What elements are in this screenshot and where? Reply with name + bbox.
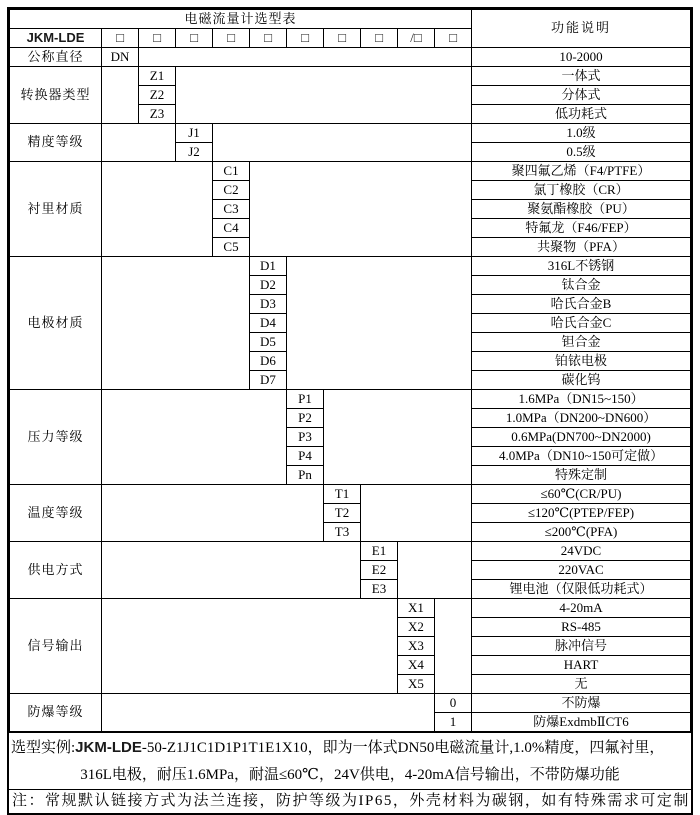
stair-filler-left (102, 67, 139, 124)
group-label: 压力等级 (10, 390, 102, 485)
stair-filler-right (139, 48, 472, 67)
table-title: 电磁流量计选型表 (10, 10, 472, 29)
code-cell: D2 (250, 276, 287, 295)
function-desc-cell: 一体式 (472, 67, 691, 86)
code-cell: D3 (250, 295, 287, 314)
selection-grid (9, 9, 691, 732)
code-cell: P1 (287, 390, 324, 409)
function-desc-cell: 哈氏合金C (472, 314, 691, 333)
code-cell: D1 (250, 257, 287, 276)
stair-filler-right (176, 67, 472, 124)
code-cell: C3 (213, 200, 250, 219)
code-cell: P2 (287, 409, 324, 428)
code-cell: DN (102, 48, 139, 67)
model-checkbox: /□ (398, 29, 435, 48)
function-desc-cell: 聚氨酯橡胶（PU） (472, 200, 691, 219)
group-label: 电极材质 (10, 257, 102, 390)
function-desc-cell: 共聚物（PFA） (472, 238, 691, 257)
function-desc-cell: 220VAC (472, 561, 691, 580)
code-cell: P4 (287, 447, 324, 466)
code-cell: Pn (287, 466, 324, 485)
function-desc-cell: 316L不锈钢 (472, 257, 691, 276)
spec-row (10, 485, 691, 504)
function-desc-cell: 氯丁橡胶（CR） (472, 181, 691, 200)
spec-row (10, 124, 691, 143)
stair-filler-left (102, 542, 361, 599)
spec-row (10, 48, 691, 67)
code-cell: D5 (250, 333, 287, 352)
group-label: 防爆等级 (10, 694, 102, 732)
code-cell: E3 (361, 580, 398, 599)
code-cell: D7 (250, 371, 287, 390)
function-desc-cell: 1.0MPa（DN200~DN600） (472, 409, 691, 428)
function-desc-cell: 锂电池（仅限低功耗式） (472, 580, 691, 599)
code-cell: C2 (213, 181, 250, 200)
selection-sheet (7, 7, 693, 815)
group-label: 衬里材质 (10, 162, 102, 257)
example-line2: 316L电极，耐压1.6MPa，耐温≤60℃，24V供电，4-20mA信号输出，不带防爆功能 (80, 767, 620, 783)
stair-filler-left (102, 390, 287, 485)
code-cell: Z1 (139, 67, 176, 86)
code-cell: 0 (435, 694, 472, 713)
model-checkbox: □ (102, 29, 139, 48)
function-desc-cell: 4-20mA (472, 599, 691, 618)
header-row (10, 10, 691, 29)
function-desc-cell: 24VDC (472, 542, 691, 561)
example-block (9, 732, 691, 789)
model-checkbox: □ (435, 29, 472, 48)
stair-filler-left (102, 124, 176, 162)
function-desc-cell: 碳化钨 (472, 371, 691, 390)
code-cell: X2 (398, 618, 435, 637)
stair-filler-right (213, 124, 472, 162)
spec-row (10, 67, 691, 86)
code-cell: P3 (287, 428, 324, 447)
example-line1 (11, 734, 689, 762)
function-desc-cell: RS-485 (472, 618, 691, 637)
function-desc-cell: 钽合金 (472, 333, 691, 352)
function-desc-cell: 0.6MPa(DN700~DN2000) (472, 428, 691, 447)
example-label: 选型实例: (11, 740, 76, 756)
stair-filler-right (250, 162, 472, 257)
code-cell: Z2 (139, 86, 176, 105)
function-desc-cell: 不防爆 (472, 694, 691, 713)
function-column-header: 功能说明 (472, 10, 691, 48)
stair-filler-right (435, 599, 472, 694)
code-cell: C5 (213, 238, 250, 257)
function-desc-cell: 哈氏合金B (472, 295, 691, 314)
function-desc-cell: ≤60℃(CR/PU) (472, 485, 691, 504)
spec-row (10, 390, 691, 409)
spec-row (10, 694, 691, 713)
model-checkbox: □ (250, 29, 287, 48)
stair-filler-left (102, 694, 435, 732)
code-cell: J1 (176, 124, 213, 143)
spec-row (10, 599, 691, 618)
function-desc-cell: ≤120℃(PTEP/FEP) (472, 504, 691, 523)
stair-filler-left (102, 599, 398, 694)
function-desc-cell: 特殊定制 (472, 466, 691, 485)
stair-filler-left (102, 162, 213, 257)
group-label: 公称直径 (10, 48, 102, 67)
function-desc-cell: 铂铱电极 (472, 352, 691, 371)
code-cell: E2 (361, 561, 398, 580)
group-label: 供电方式 (10, 542, 102, 599)
function-desc-cell: 4.0MPa（DN10~150可定做） (472, 447, 691, 466)
stair-filler-left (102, 257, 250, 390)
code-cell: 1 (435, 713, 472, 732)
function-desc-cell: 特氟龙（F46/FEP） (472, 219, 691, 238)
function-desc-cell: 分体式 (472, 86, 691, 105)
function-desc-cell: 脉冲信号 (472, 637, 691, 656)
spec-row (10, 542, 691, 561)
code-cell: J2 (176, 143, 213, 162)
function-desc-cell: 1.0级 (472, 124, 691, 143)
code-cell: C1 (213, 162, 250, 181)
model-checkbox: □ (213, 29, 250, 48)
code-cell: T1 (324, 485, 361, 504)
code-cell: X5 (398, 675, 435, 694)
group-label: 转换器类型 (10, 67, 102, 124)
stair-filler-right (324, 390, 472, 485)
spec-row (10, 162, 691, 181)
group-label: 温度等级 (10, 485, 102, 542)
code-cell: D4 (250, 314, 287, 333)
function-desc-cell: 10-2000 (472, 48, 691, 67)
model-checkbox: □ (287, 29, 324, 48)
example-line1-rest: -50-Z1J1C1D1P1T1E1X10，即为一体式DN50电磁流量计,1.0%精度，四氟衬里， (141, 740, 665, 756)
code-cell: T3 (324, 523, 361, 542)
code-cell: E1 (361, 542, 398, 561)
group-label: 信号输出 (10, 599, 102, 694)
example-model: JKM-LDE (75, 739, 142, 756)
function-desc-cell: 聚四氟乙烯（F4/PTFE） (472, 162, 691, 181)
model-checkbox: □ (176, 29, 213, 48)
code-cell: D6 (250, 352, 287, 371)
stair-filler-right (398, 542, 472, 599)
spec-row (10, 257, 691, 276)
code-cell: X4 (398, 656, 435, 675)
model-checkbox: □ (139, 29, 176, 48)
function-desc-cell: ≤200℃(PFA) (472, 523, 691, 542)
stair-filler-right (287, 257, 472, 390)
stair-filler-right (361, 485, 472, 542)
function-desc-cell: 钛合金 (472, 276, 691, 295)
group-label: 精度等级 (10, 124, 102, 162)
footnote: 注：常规默认链接方式为法兰连接，防护等级为IP65，外壳材料为碳钢，如有特殊需求可定制 (9, 789, 691, 813)
stair-filler-left (102, 485, 324, 542)
function-desc-cell: 低功耗式 (472, 105, 691, 124)
model-checkbox: □ (361, 29, 398, 48)
code-cell: T2 (324, 504, 361, 523)
function-desc-cell: 无 (472, 675, 691, 694)
code-cell: C4 (213, 219, 250, 238)
model-checkbox: □ (324, 29, 361, 48)
code-cell: Z3 (139, 105, 176, 124)
code-cell: X1 (398, 599, 435, 618)
code-cell: X3 (398, 637, 435, 656)
model-prefix: JKM-LDE (10, 29, 102, 48)
function-desc-cell: HART (472, 656, 691, 675)
function-desc-cell: 1.6MPa（DN15~150） (472, 390, 691, 409)
function-desc-cell: 0.5级 (472, 143, 691, 162)
function-desc-cell: 防爆ExdmbⅡCT6 (472, 713, 691, 732)
